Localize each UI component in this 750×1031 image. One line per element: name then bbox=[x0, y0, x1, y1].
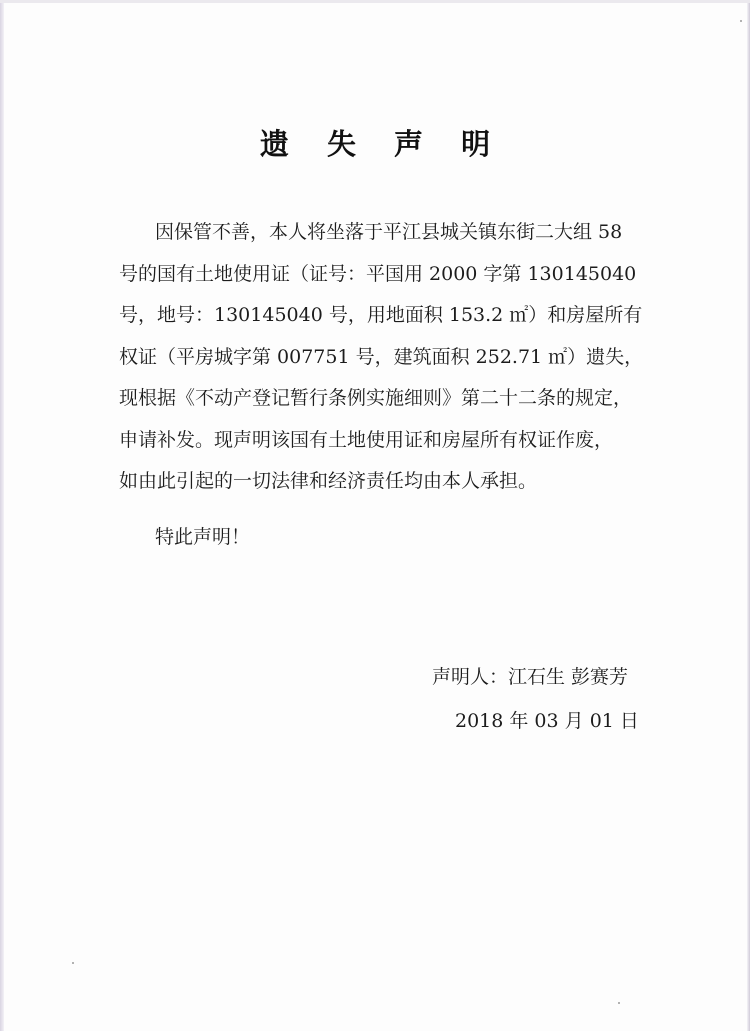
closing-statement: 特此声明！ bbox=[155, 526, 251, 548]
body-line: 权证（平房城字第 007751 号，建筑面积 252.71 ㎡）遗失， bbox=[119, 345, 644, 368]
body-line: 号的国有土地使用证（证号：平国用 2000 字第 130145040 bbox=[119, 262, 637, 285]
body-line: 现根据《不动产登记暂行条例实施细则》第二十二条的规定， bbox=[119, 387, 633, 409]
declaration-body bbox=[119, 212, 644, 503]
scan-edge-top bbox=[0, 0, 750, 3]
signer-names: 江石生 彭赛芳 bbox=[508, 666, 629, 688]
body-line: 号，地号：130145040 号，用地面积 153.2 ㎡）和房屋所有 bbox=[119, 304, 643, 326]
body-line: 如由此引起的一切法律和经济责任均由本人承担。 bbox=[119, 470, 538, 492]
scan-speck bbox=[740, 20, 742, 22]
declaration-date: 2018 年 03 月 01 日 bbox=[455, 710, 639, 732]
document-title: 遗 失 声 明 bbox=[259, 127, 505, 161]
body-line: 因保管不善，本人将坐落于平江县城关镇东街二大组 58 bbox=[155, 221, 623, 243]
body-line: 申请补发。现声明该国有土地使用证和房屋所有权证作废， bbox=[119, 428, 614, 451]
signature-line bbox=[432, 662, 628, 689]
signer-label: 声明人： bbox=[432, 666, 509, 688]
scan-speck bbox=[72, 962, 74, 964]
scan-speck bbox=[618, 1002, 620, 1004]
